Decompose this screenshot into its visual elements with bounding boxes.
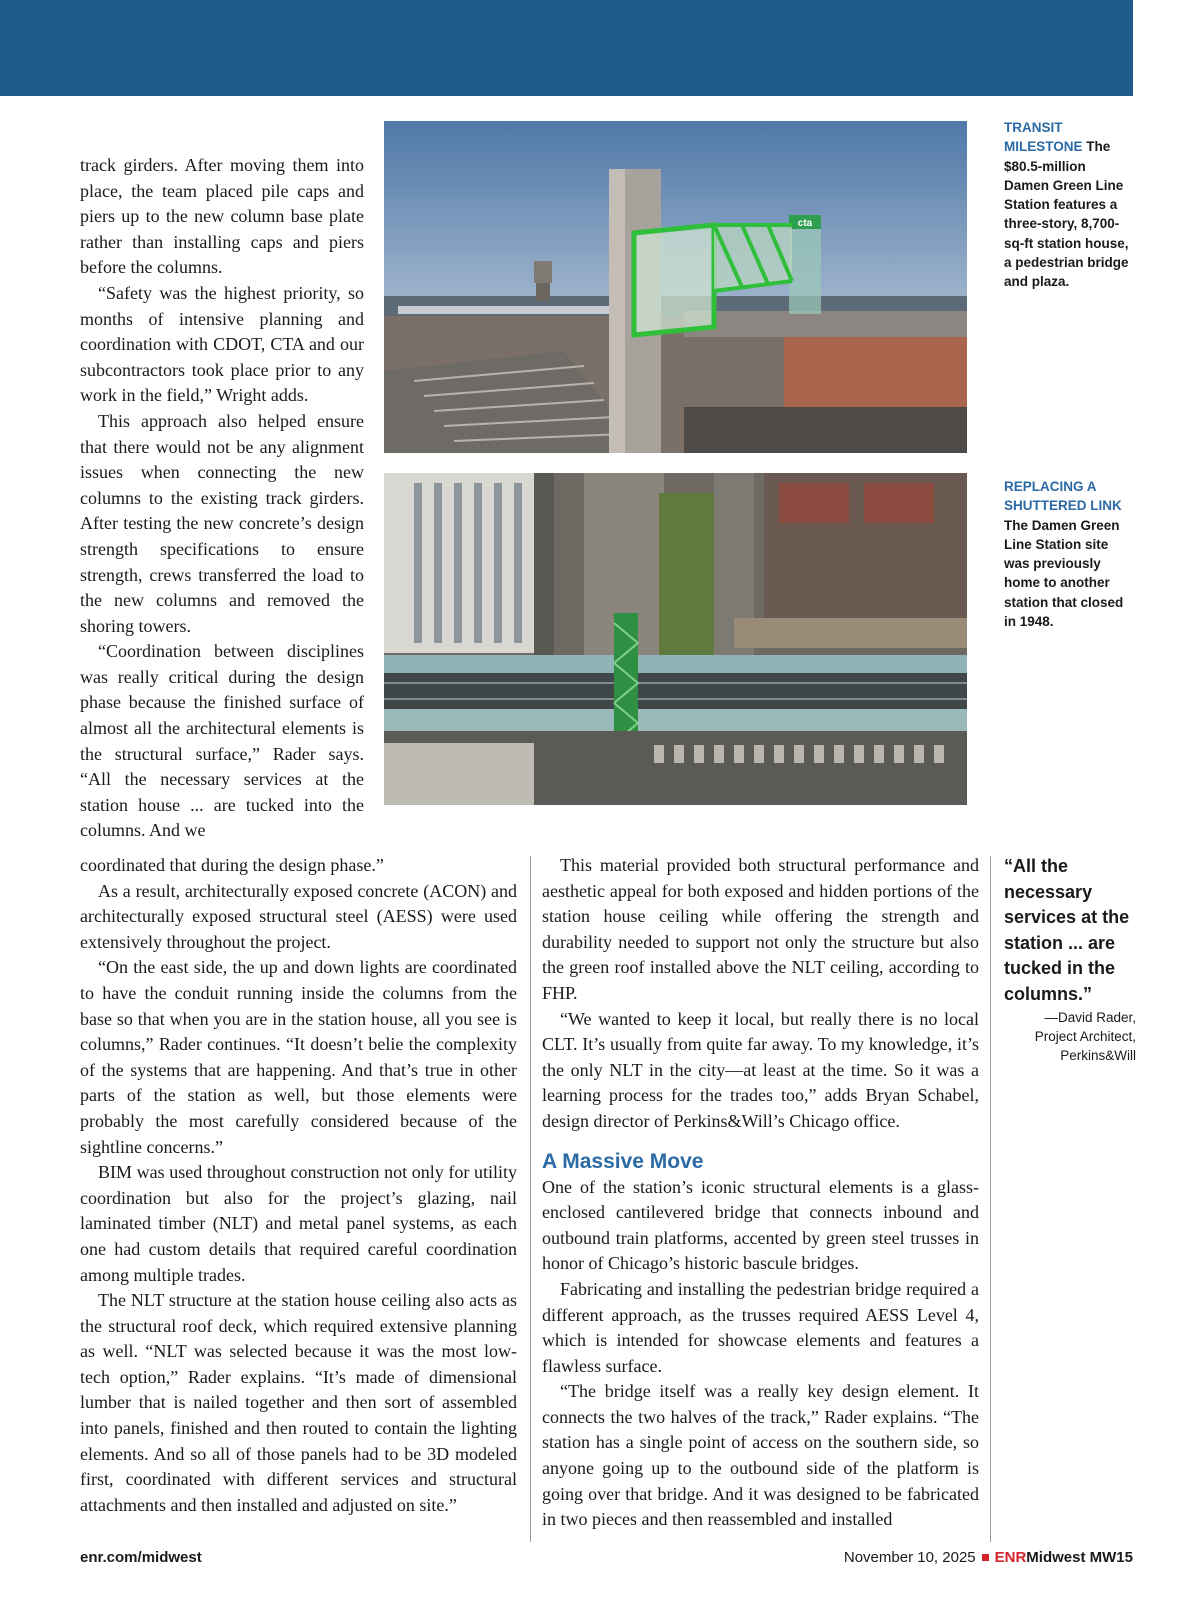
caption-kicker-bottom: REPLACING A SHUTTERED LINK [1004, 479, 1122, 514]
footer-page-number: MW15 [1089, 1549, 1133, 1566]
aerial-station-photo-icon [384, 473, 967, 805]
station-elevation-photo [384, 121, 967, 453]
paragraph: “Safety was the highest priority, so months of intensive planning and coordination with CDOT, CTA and our subcontractors took place prior to any work in the field,” Wright adds. [80, 282, 364, 406]
article-column-left-lower [80, 853, 517, 1518]
paragraph: BIM was used throughout construction not only for utility coordination but also for the project’s glazing, nail laminated timber (NLT) and metal panel systems, as each one had custom details that required careful coordination among multiple trades. [80, 1162, 517, 1285]
paragraph: track girders. After moving them into place, the team placed pile caps and piers up to the new column base plate rather than installing caps and piers before the columns. [80, 155, 364, 278]
attribution-title: Project Architect, [1034, 1028, 1136, 1044]
footer-url: enr.com/midwest [80, 1549, 202, 1566]
pull-quote-attribution [1004, 1008, 1136, 1066]
aerial-station-photo [384, 473, 967, 805]
pull-quote [1004, 854, 1136, 1065]
article-column-left-upper [80, 153, 364, 844]
photo-caption-bottom [1004, 477, 1132, 631]
footer-date: November 10, 2025 [843, 1549, 976, 1566]
paragraph: This material provided both structural performance and aesthetic appeal for both exposed and hidden portions of the station house ceiling while offering the strength and durability needed to support not only the structure but also the green roof installed above the NLT ceiling, according to FHP. [542, 855, 979, 1003]
footer-folio [844, 1549, 1133, 1566]
attribution-name: —David Rader, [1044, 1009, 1136, 1025]
photo-caption-top [1004, 118, 1132, 292]
attribution-firm: Perkins&Will [1060, 1048, 1136, 1064]
article-column-right [542, 853, 979, 1533]
paragraph: “The bridge itself was a really key design element. It connects the two halves of the track,” Rader explains. “The station has a single point of access on the southern side, so anyone going up to the outbound side of the platform is going over that bridge. And it was designed to be fabricated in two pieces and then reassembled and installed [542, 1381, 979, 1530]
paragraph: “Coordination between disciplines was really critical during the design phase because the finished surface of almost all the architectural elements is the structural surface,” Rader says. “All the necessary services at the station house ... are tucked into the columns. And we [80, 641, 364, 841]
paragraph: “On the east side, the up and down lights are coordinated to have the conduit running inside the columns from the base so that when you are in the station house, all you see is columns,” Rader continues. “It doesn’t belie the complexity of the systems that are happening. And that’s true in other parts of the station as well, but those elements were probably the most carefully considered because of the sightline concerns.” [80, 957, 517, 1157]
station-elevation-photo-icon [384, 121, 967, 453]
caption-kicker-top: TRANSIT MILESTONE [1004, 120, 1083, 155]
paragraph: One of the station’s iconic structural elements is a glass-enclosed cantilevered bridge that connects inbound and outbound train platforms, accented by green steel trusses in honor of Chicago’s historic bascule bridges. [542, 1176, 979, 1274]
footer-brand-midwest: Midwest [1026, 1549, 1086, 1566]
paragraph: Fabricating and installing the pedestrian bridge required a different approach, as the trusses required AESS Level 4, which is intended for showcase elements and features a flawless surface. [542, 1278, 979, 1376]
pull-quote-text: “All the necessary services at the station ... are tucked in the columns.” [1004, 856, 1130, 1004]
footer-brand-enr: ENR [994, 1549, 1027, 1566]
caption-text-top: The $80.5-million Damen Green Line Station features a three-story, 8,700-sq-ft station house, a pedestrian bridge and plaza. [1004, 139, 1129, 290]
header-color-bar [0, 0, 1133, 96]
sidebar-divider [990, 856, 991, 1542]
paragraph: This approach also helped ensure that there would not be any alignment issues when connecting the new columns to the existing track girders. After testing the new concrete’s design strength specifications to ensure strength, crews transferred the load to the new columns and removed the shoring towers. [80, 410, 364, 636]
paragraph: “We wanted to keep it local, but really there is no local CLT. It’s usually from quite far away. To my knowledge, it’s the only NLT in the city—at least at the time. So it was a learning process for the trades too,” adds Bryan Schabel, design director of Perkins&Will’s Chicago office. [542, 1008, 979, 1131]
section-subhead: A Massive Move [542, 1149, 704, 1173]
paragraph: coordinated that during the design phase.” [80, 855, 384, 875]
cta-sign-text: cta [797, 218, 813, 229]
paragraph: The NLT structure at the station house ceiling also acts as the structural roof deck, which required extensive planning as well. “NLT was selected because it was the most low-tech option,” Rader explains. “It’s made of dimensional lumber that is nailed together and then sort of assembled into panels, finished and then routed to contain the lighting elements. And so all of those panels had to be 3D modeled first, coordinated with different services and structural attachments and then installed and adjusted on site.” [80, 1290, 517, 1515]
red-square-icon [982, 1554, 989, 1561]
caption-text-bottom: The Damen Green Line Station site was previously home to another station that closed in 1948. [1004, 517, 1124, 630]
column-divider [530, 856, 531, 1542]
paragraph: As a result, architecturally exposed concrete (ACON) and architecturally exposed structural steel (AESS) were used extensively throughout the project. [80, 880, 517, 952]
